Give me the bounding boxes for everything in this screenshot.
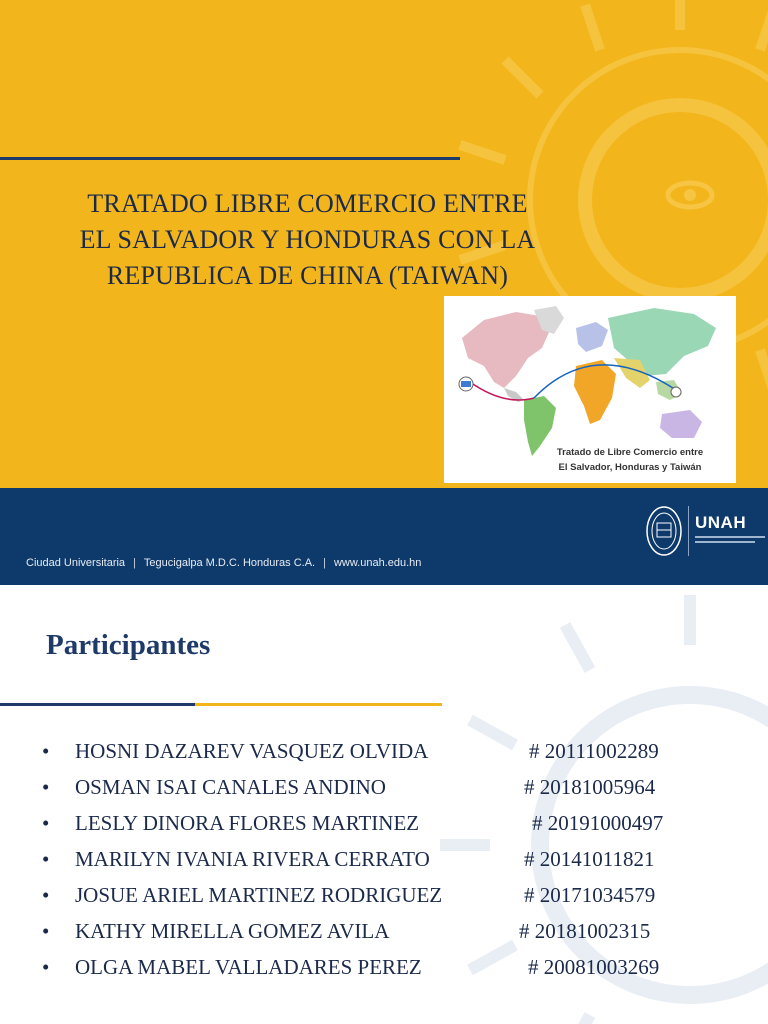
footer-location: Ciudad Universitaria — [26, 557, 126, 569]
participants-heading: Participantes — [46, 629, 211, 661]
participant-name: MARILYN IVANIA RIVERA CERRATO — [75, 847, 430, 871]
participant-number: # 20141011821 — [524, 847, 655, 871]
participant-name: HOSNI DAZAREV VASQUEZ OLVIDA — [75, 739, 429, 763]
participant-number: # 20191000497 — [532, 811, 664, 835]
participant-number: # 20111002289 — [529, 739, 659, 763]
footer-separator: | — [133, 557, 136, 569]
bullet: • — [42, 775, 50, 799]
map-caption — [540, 445, 720, 475]
world-map-image — [444, 296, 736, 483]
footer-info — [26, 557, 421, 569]
bullet: • — [42, 883, 50, 907]
bullet: • — [42, 739, 50, 763]
bullet: • — [42, 847, 50, 871]
footer-separator: | — [323, 557, 326, 569]
participant-name: LESLY DINORA FLORES MARTINEZ — [75, 811, 420, 835]
bullet: • — [42, 811, 50, 835]
footer-website: www.unah.edu.hn — [333, 557, 422, 569]
participant-number: # 20171034579 — [524, 883, 656, 907]
bullet: • — [42, 919, 50, 943]
participants-slide — [0, 585, 768, 1024]
footer-city: Tegucigalpa M.D.C. Honduras C.A. — [143, 557, 316, 569]
unah-logo-text: UNAH — [695, 513, 747, 532]
participant-name: OSMAN ISAI CANALES ANDINO — [75, 775, 386, 799]
logo-subtext-line — [695, 541, 755, 543]
participant-number: # 20181005964 — [524, 775, 656, 799]
heading-rule-navy — [0, 703, 195, 706]
unah-seal-icon — [645, 505, 683, 557]
title-top-rule — [0, 157, 460, 160]
map-caption-line: El Salvador, Honduras y Taiwán — [558, 462, 702, 473]
map-caption-line: Tratado de Libre Comercio entre — [556, 447, 704, 458]
participant-name: OLGA MABEL VALLADARES PEREZ — [75, 955, 422, 979]
title-line: EL SALVADOR Y HONDURAS CON LA — [79, 225, 536, 254]
bullet: • — [42, 955, 50, 979]
participant-name: KATHY MIRELLA GOMEZ AVILA — [75, 919, 390, 943]
title-line: TRATADO LIBRE COMERCIO ENTRE — [87, 189, 528, 218]
participant-name: JOSUE ARIEL MARTINEZ RODRIGUEZ — [75, 883, 443, 907]
logo-divider — [688, 506, 689, 556]
logo-subtext-line — [695, 536, 765, 538]
participant-number: # 20081003269 — [528, 955, 660, 979]
heading-rule-gold — [195, 703, 442, 706]
title-line: REPUBLICA DE CHINA (TAIWAN) — [106, 261, 509, 290]
slide-title — [30, 186, 585, 294]
participant-number: # 20181002315 — [519, 919, 651, 943]
